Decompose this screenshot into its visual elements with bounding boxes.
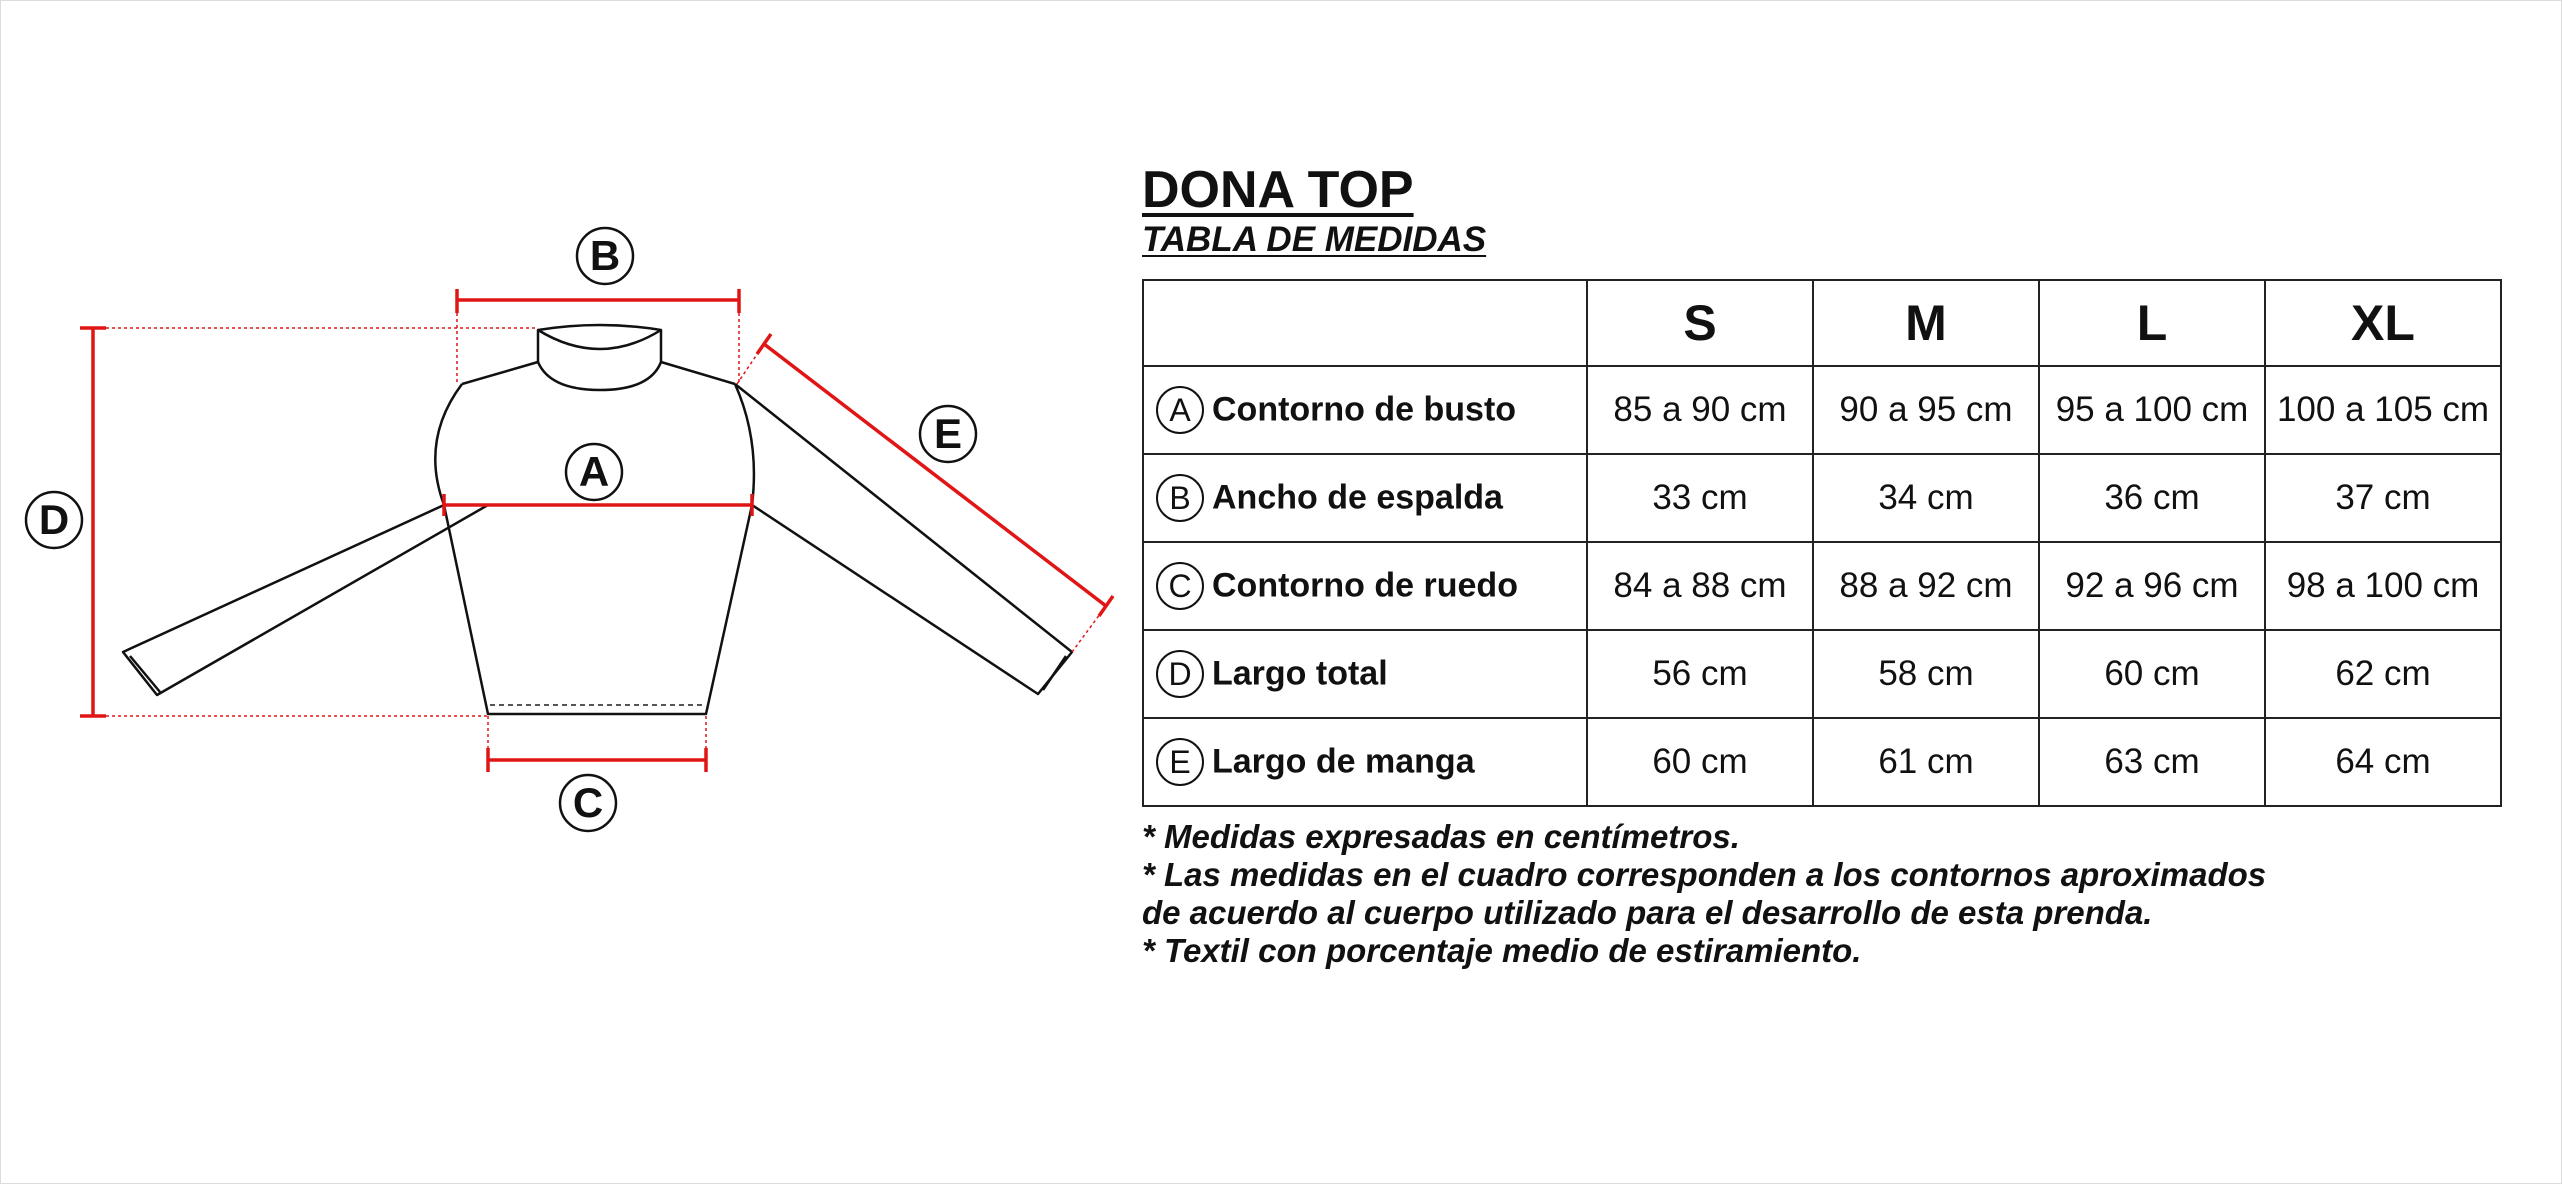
value-cell-m: 34 cm bbox=[1813, 454, 2039, 542]
left-cuff-line bbox=[130, 656, 160, 692]
value-cell-l: 36 cm bbox=[2039, 454, 2265, 542]
letter-badge: A bbox=[1156, 386, 1204, 434]
value-cell-m: 90 a 95 cm bbox=[1813, 366, 2039, 454]
measure-label-e bbox=[920, 406, 976, 462]
measure-name-cell bbox=[1143, 718, 1587, 806]
size-header-row bbox=[1143, 280, 2501, 366]
measure-label-d bbox=[26, 492, 82, 548]
letter-badge: D bbox=[1156, 650, 1204, 698]
measure-name-cell bbox=[1143, 630, 1587, 718]
value-cell-m: 88 a 92 cm bbox=[1813, 542, 2039, 630]
footnote-line: * Textil con porcentaje medio de estiramiento. bbox=[1142, 932, 1862, 969]
value-cell-m: 58 cm bbox=[1813, 630, 2039, 718]
right-sleeve bbox=[735, 384, 1072, 694]
footnote-line: * Medidas expresadas en centímetros. bbox=[1142, 818, 1740, 855]
footnote-line: * Las medidas en el cuadro corresponden a los contornos aproximados bbox=[1142, 856, 2267, 893]
measure-name-cell bbox=[1143, 366, 1587, 454]
value-cell-s: 56 cm bbox=[1587, 630, 1813, 718]
value-cell-m: 61 cm bbox=[1813, 718, 2039, 806]
letter-badge: E bbox=[1156, 738, 1204, 786]
right-cuff-line bbox=[1043, 656, 1066, 690]
value-cell-xl: 100 a 105 cm bbox=[2265, 366, 2501, 454]
collar-fold bbox=[538, 330, 661, 349]
letter-badge: C bbox=[1156, 562, 1204, 610]
letter-badge: B bbox=[1156, 474, 1204, 522]
value-cell-s: 84 a 88 cm bbox=[1587, 542, 1813, 630]
size-header-xl: XL bbox=[2265, 280, 2501, 366]
value-cell-xl: 37 cm bbox=[2265, 454, 2501, 542]
left-sleeve bbox=[123, 384, 488, 695]
measure-label: Largo de manga bbox=[1212, 742, 1475, 781]
value-cell-l: 63 cm bbox=[2039, 718, 2265, 806]
measure-label-a bbox=[566, 444, 622, 500]
table-row bbox=[1143, 366, 2501, 454]
table-row bbox=[1143, 542, 2501, 630]
page-title: DONA TOP bbox=[1142, 161, 1414, 219]
value-cell-xl: 64 cm bbox=[2265, 718, 2501, 806]
size-header-s: S bbox=[1587, 280, 1813, 366]
sweater-outline bbox=[123, 325, 1072, 714]
value-cell-s: 33 cm bbox=[1587, 454, 1813, 542]
value-cell-s: 85 a 90 cm bbox=[1587, 366, 1813, 454]
right-shoulder bbox=[661, 362, 735, 384]
size-header-m: M bbox=[1813, 280, 2039, 366]
value-cell-l: 92 a 96 cm bbox=[2039, 542, 2265, 630]
svg-text:D: D bbox=[38, 496, 70, 543]
guide-lines bbox=[106, 313, 1106, 760]
svg-text:B: B bbox=[589, 232, 621, 279]
svg-text:A: A bbox=[578, 448, 610, 495]
measure-name-cell bbox=[1143, 542, 1587, 630]
collar bbox=[538, 325, 661, 390]
measure-label: Contorno de ruedo bbox=[1212, 566, 1518, 605]
left-shoulder bbox=[462, 362, 538, 384]
table-row bbox=[1143, 630, 2501, 718]
page-subtitle: TABLA DE MEDIDAS bbox=[1142, 220, 1487, 259]
table-row bbox=[1143, 454, 2501, 542]
footnotes bbox=[1142, 818, 2266, 970]
header-blank-cell bbox=[1143, 280, 1587, 366]
value-cell-xl: 98 a 100 cm bbox=[2265, 542, 2501, 630]
body bbox=[444, 505, 752, 714]
value-cell-s: 60 cm bbox=[1587, 718, 1813, 806]
footnote-line: de acuerdo al cuerpo utilizado para el desarrollo de esta prenda. bbox=[1142, 894, 2153, 931]
measure-name-cell bbox=[1143, 454, 1587, 542]
value-cell-l: 95 a 100 cm bbox=[2039, 366, 2265, 454]
measure-label: Largo total bbox=[1212, 654, 1388, 693]
size-table bbox=[1142, 279, 2502, 807]
value-cell-xl: 62 cm bbox=[2265, 630, 2501, 718]
table-row bbox=[1143, 718, 2501, 806]
garment-diagram bbox=[0, 0, 1130, 900]
measure-label-c bbox=[560, 775, 616, 831]
measure-lines bbox=[80, 289, 1113, 772]
measure-label-b bbox=[577, 228, 633, 284]
size-header-l: L bbox=[2039, 280, 2265, 366]
svg-text:C: C bbox=[572, 779, 604, 826]
svg-text:E: E bbox=[933, 410, 963, 457]
measure-label: Contorno de busto bbox=[1212, 390, 1517, 429]
measure-label: Ancho de espalda bbox=[1212, 478, 1503, 517]
value-cell-l: 60 cm bbox=[2039, 630, 2265, 718]
measure-e-line bbox=[764, 344, 1106, 606]
